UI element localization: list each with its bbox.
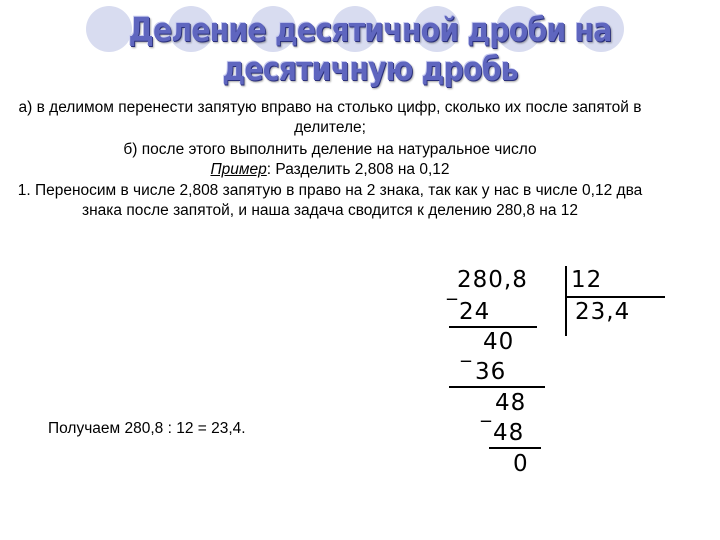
example-line <box>15 160 645 180</box>
divisor: 12 <box>571 267 603 293</box>
remainder-row: 40 <box>483 329 515 355</box>
example-label: Пример <box>210 161 267 178</box>
remainder-row: 48 <box>495 390 527 416</box>
final-remainder: 0 <box>513 451 529 477</box>
row-underline <box>489 447 541 449</box>
minus-sign: _ <box>461 338 471 362</box>
long-division <box>445 262 705 482</box>
minus-sign: _ <box>447 276 457 300</box>
division-vertical-line <box>565 266 567 336</box>
step-1: 1. Переносим в числе 2,808 запятую в право на 2 знака, так как у нас в числе 0,12 два знака после запятой, и наша задача сводится к делению 280,8 на 12 <box>17 182 643 219</box>
row-underline <box>449 386 545 388</box>
example-text: : Разделить 2,808 на 0,12 <box>266 161 450 178</box>
subtrahend-row: 48 <box>493 420 525 446</box>
result-text: Получаем 280,8 : 12 = 23,4. <box>48 420 246 437</box>
rule-b: б) после этого выполнить деление на натуральное число <box>123 141 537 158</box>
quotient: 23,4 <box>575 299 631 325</box>
subtrahend-row: 24 <box>459 299 491 325</box>
rule-a: а) в делимом перенести запятую вправо на столько цифр, сколько их после запятой в делителе; <box>18 99 642 136</box>
minus-sign: _ <box>481 398 491 422</box>
subtrahend-row: 36 <box>475 359 507 385</box>
dividend: 280,8 <box>457 267 528 293</box>
page-title: Деление десятичной дроби на десятичную дробь <box>128 10 612 88</box>
